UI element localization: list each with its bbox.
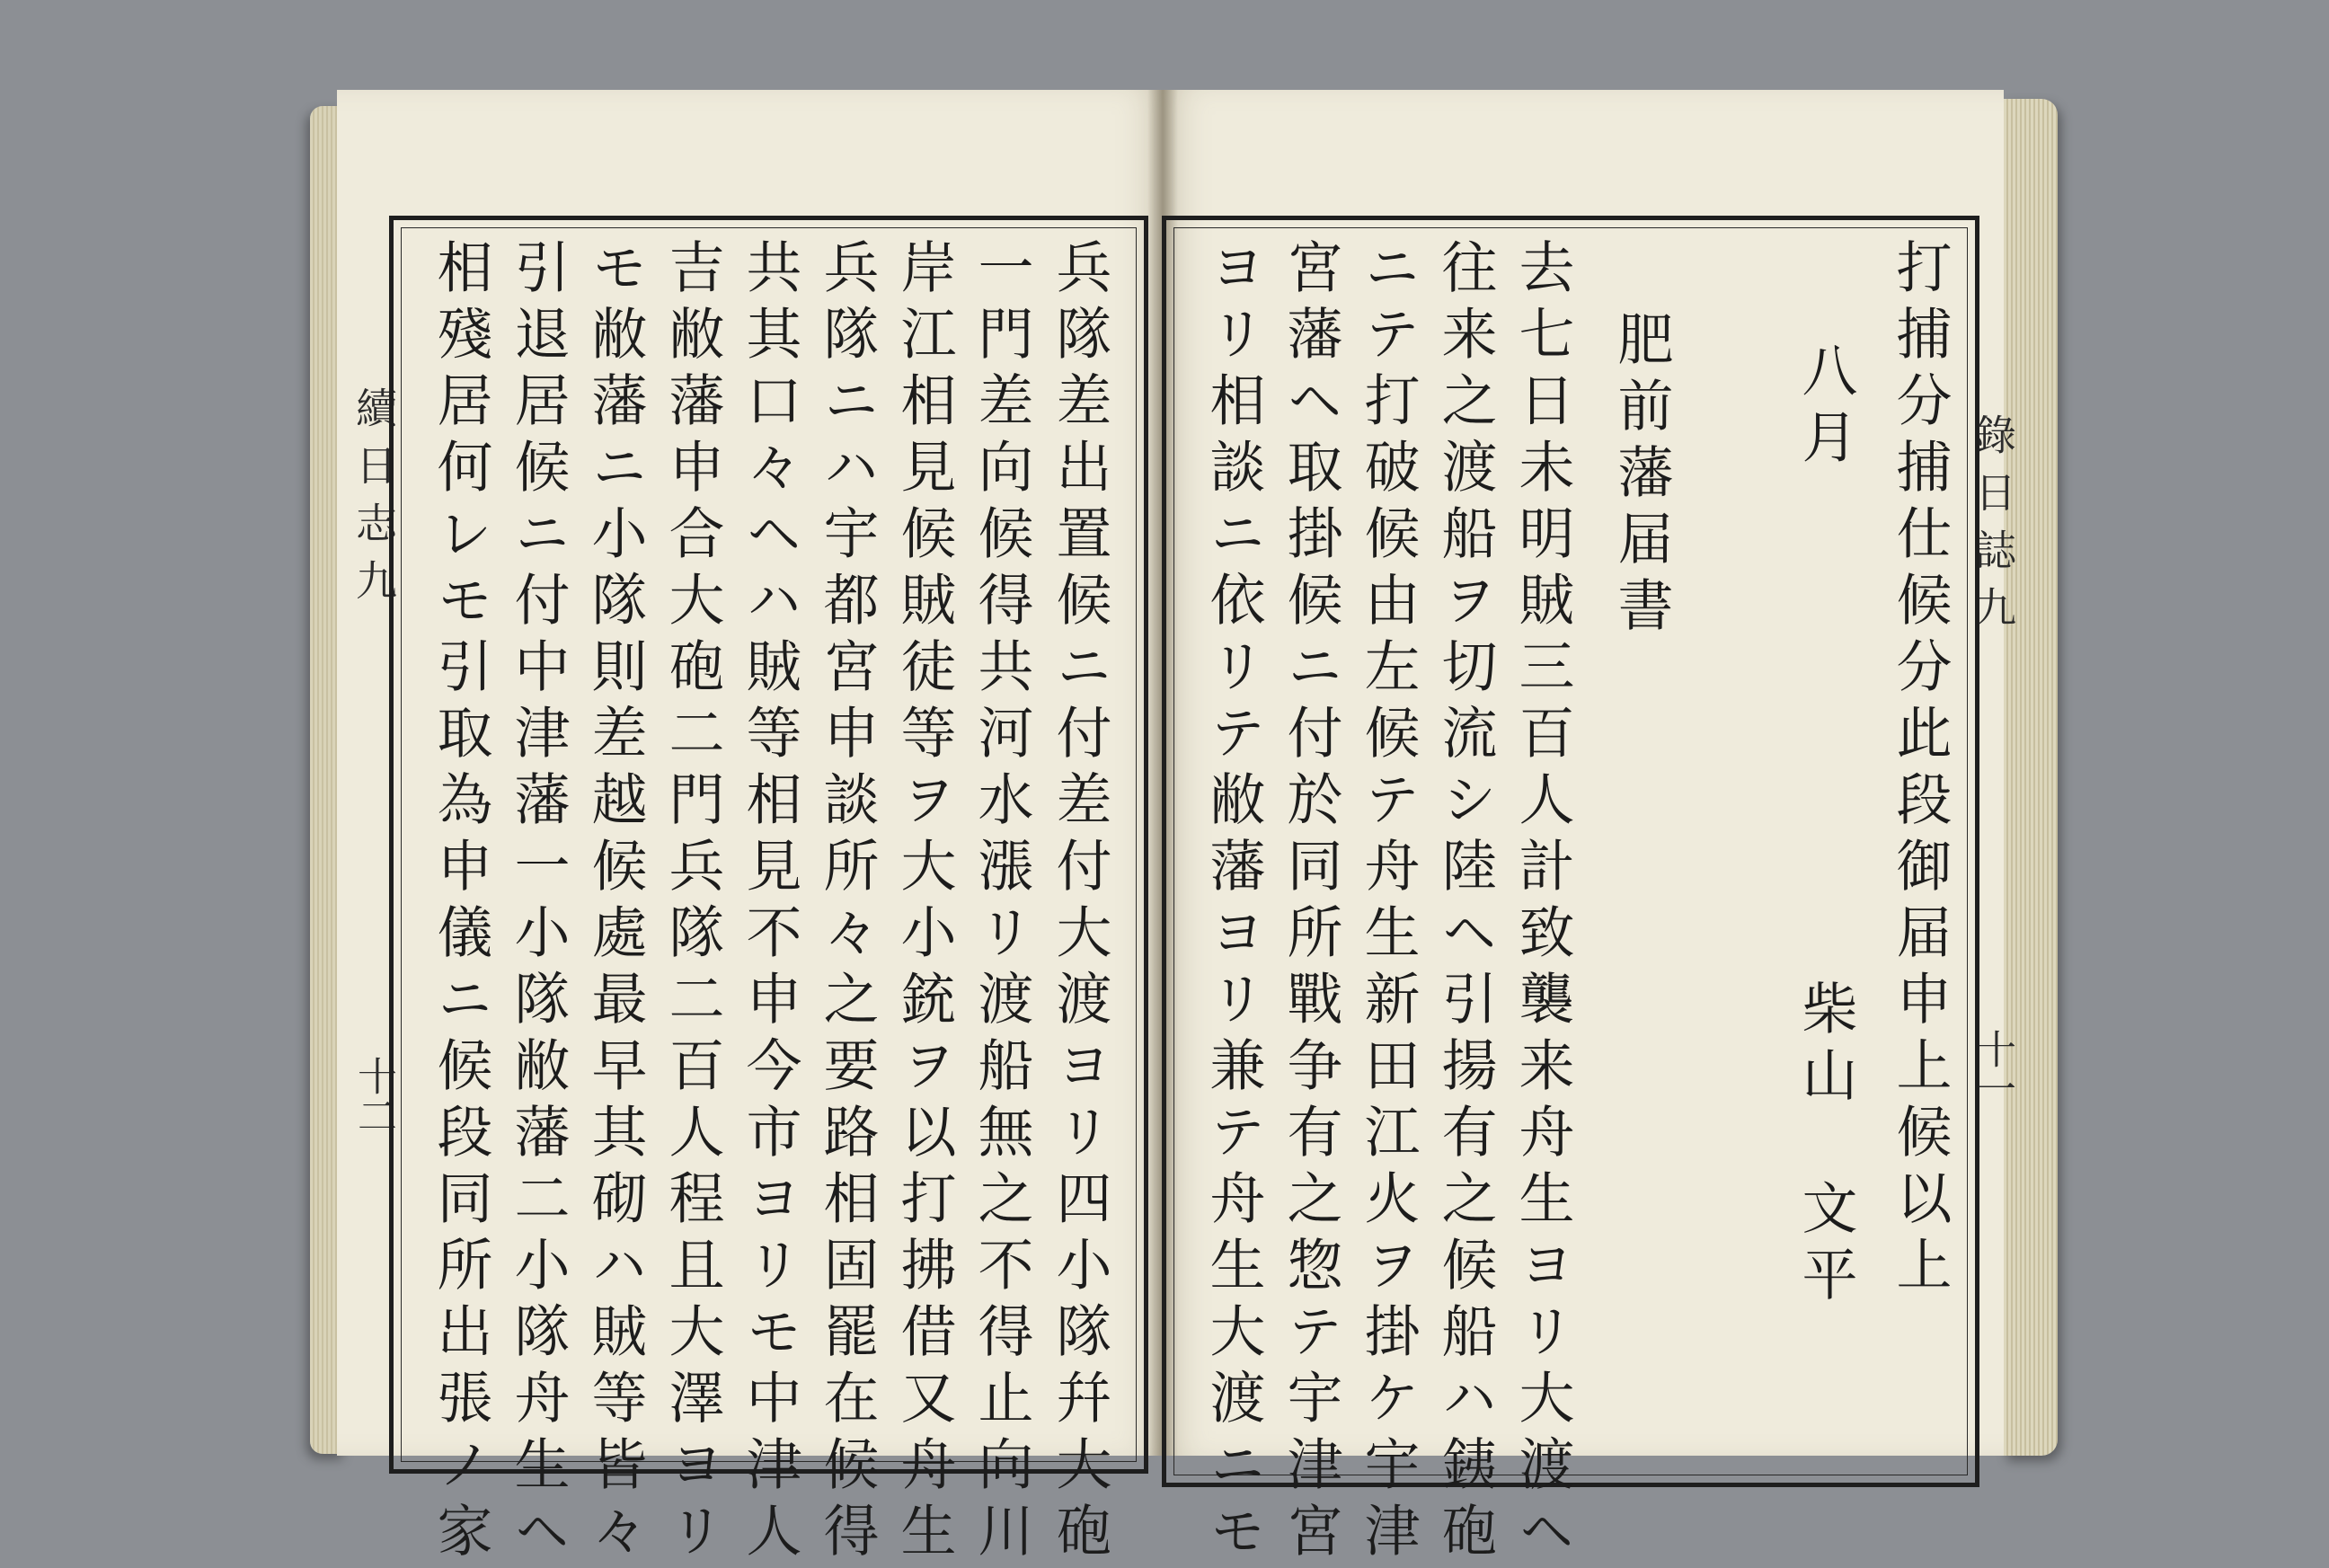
open-book: [310, 90, 2058, 1568]
right-column-7: ニテ打破候由左候テ舟生新田江火ヲ掛ケ宇津: [1355, 238, 1421, 1568]
right-margin-title: 錄日誌九: [1969, 413, 2017, 643]
right-column-closing: 打捕分捕仕候分此段御届申上候以上: [1887, 238, 1953, 1302]
right-column-9: ヨリ相談ニ依リテ敝藩ヨリ兼テ舟生大渡ニモ: [1200, 238, 1266, 1568]
left-column-5: 共其口々ヘハ賊等相見不申今市ヨリモ中津人: [737, 238, 802, 1568]
right-column-date: 八月: [1793, 341, 1858, 474]
right-column-signature: 柴山 文平: [1793, 979, 1858, 1312]
right-folio: 十一: [1970, 1029, 2015, 1108]
left-column-6: 吉敝藩申合大砲二門兵隊二百人程且大澤ヨリ: [660, 238, 725, 1568]
right-column-5: 去七日未明賊三百人計致襲来舟生ヨリ大渡ヘ: [1510, 238, 1575, 1568]
right-column-6: 往来之渡船ヲ切流シ陸ヘ引揚有之候船ハ銕砲: [1432, 238, 1498, 1568]
right-column-heading: 肥前藩届書: [1608, 310, 1674, 642]
left-column-1: 兵隊差出置候ニ付差付大渡ヨリ四小隊幷大砲: [1047, 238, 1112, 1568]
left-column-2: 一門差向候得共河水漲リ渡船無之不得止向川: [969, 238, 1034, 1568]
left-folio: 十二: [350, 1056, 396, 1135]
left-column-4: 兵隊ニハ宇都宮申談所々之要路相固罷在候得: [814, 238, 880, 1568]
left-column-8: 引退居候ニ付中津藩一小隊敝藩二小隊舟生ヘ: [505, 238, 571, 1568]
right-column-8: 宮藩ヘ取掛候ニ付於同所戰争有之惣テ宇津宮: [1278, 238, 1343, 1568]
page-edges-right: [2004, 99, 2058, 1456]
left-column-9: 相殘居何レモ引取為申儀ニ候段同所出張ノ家: [428, 238, 493, 1568]
left-margin-title: 續日志九: [350, 386, 398, 616]
left-column-7: モ敝藩ニ小隊則差越候處最早其砌ハ賊等皆々: [582, 238, 648, 1568]
left-column-3: 岸江相見候賊徒等ヲ大小銃ヲ以打拂借又舟生: [891, 238, 957, 1568]
